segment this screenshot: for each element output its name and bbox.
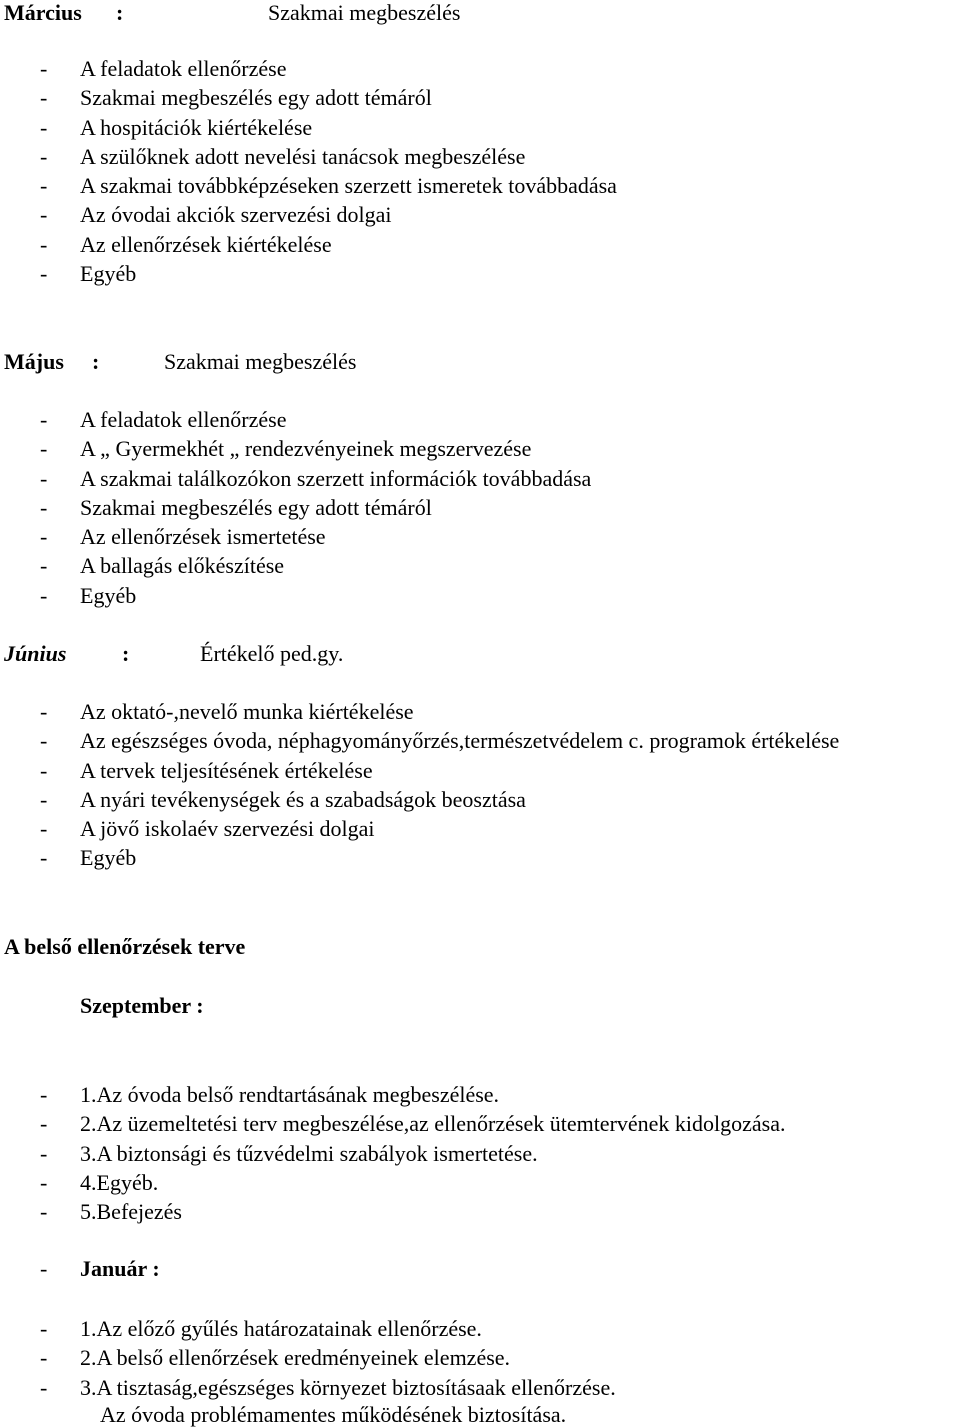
majus-title: Szakmai megbeszélés: [164, 349, 357, 374]
majus-label: Május: [4, 349, 64, 374]
marcius-title: Szakmai megbeszélés: [268, 0, 461, 25]
junius-colon: :: [122, 641, 130, 666]
januar-continuation: Az óvoda problémamentes működésének biztosítása.: [100, 1402, 567, 1427]
januar-heading: - Január :: [40, 1256, 160, 1281]
marcius-label: Március: [4, 0, 82, 25]
marcius-colon: :: [116, 0, 124, 25]
junius-heading: [4, 641, 344, 667]
junius-label: Június: [4, 641, 67, 666]
belso-heading: A belső ellenőrzések terve: [4, 934, 246, 959]
marcius-heading: [4, 0, 461, 26]
majus-heading: [4, 349, 357, 375]
szeptember-heading: Szeptember :: [80, 993, 204, 1018]
junius-title: Értékelő ped.gy.: [200, 641, 344, 666]
majus-colon: :: [92, 349, 100, 374]
januar-label: Január :: [80, 1256, 160, 1281]
